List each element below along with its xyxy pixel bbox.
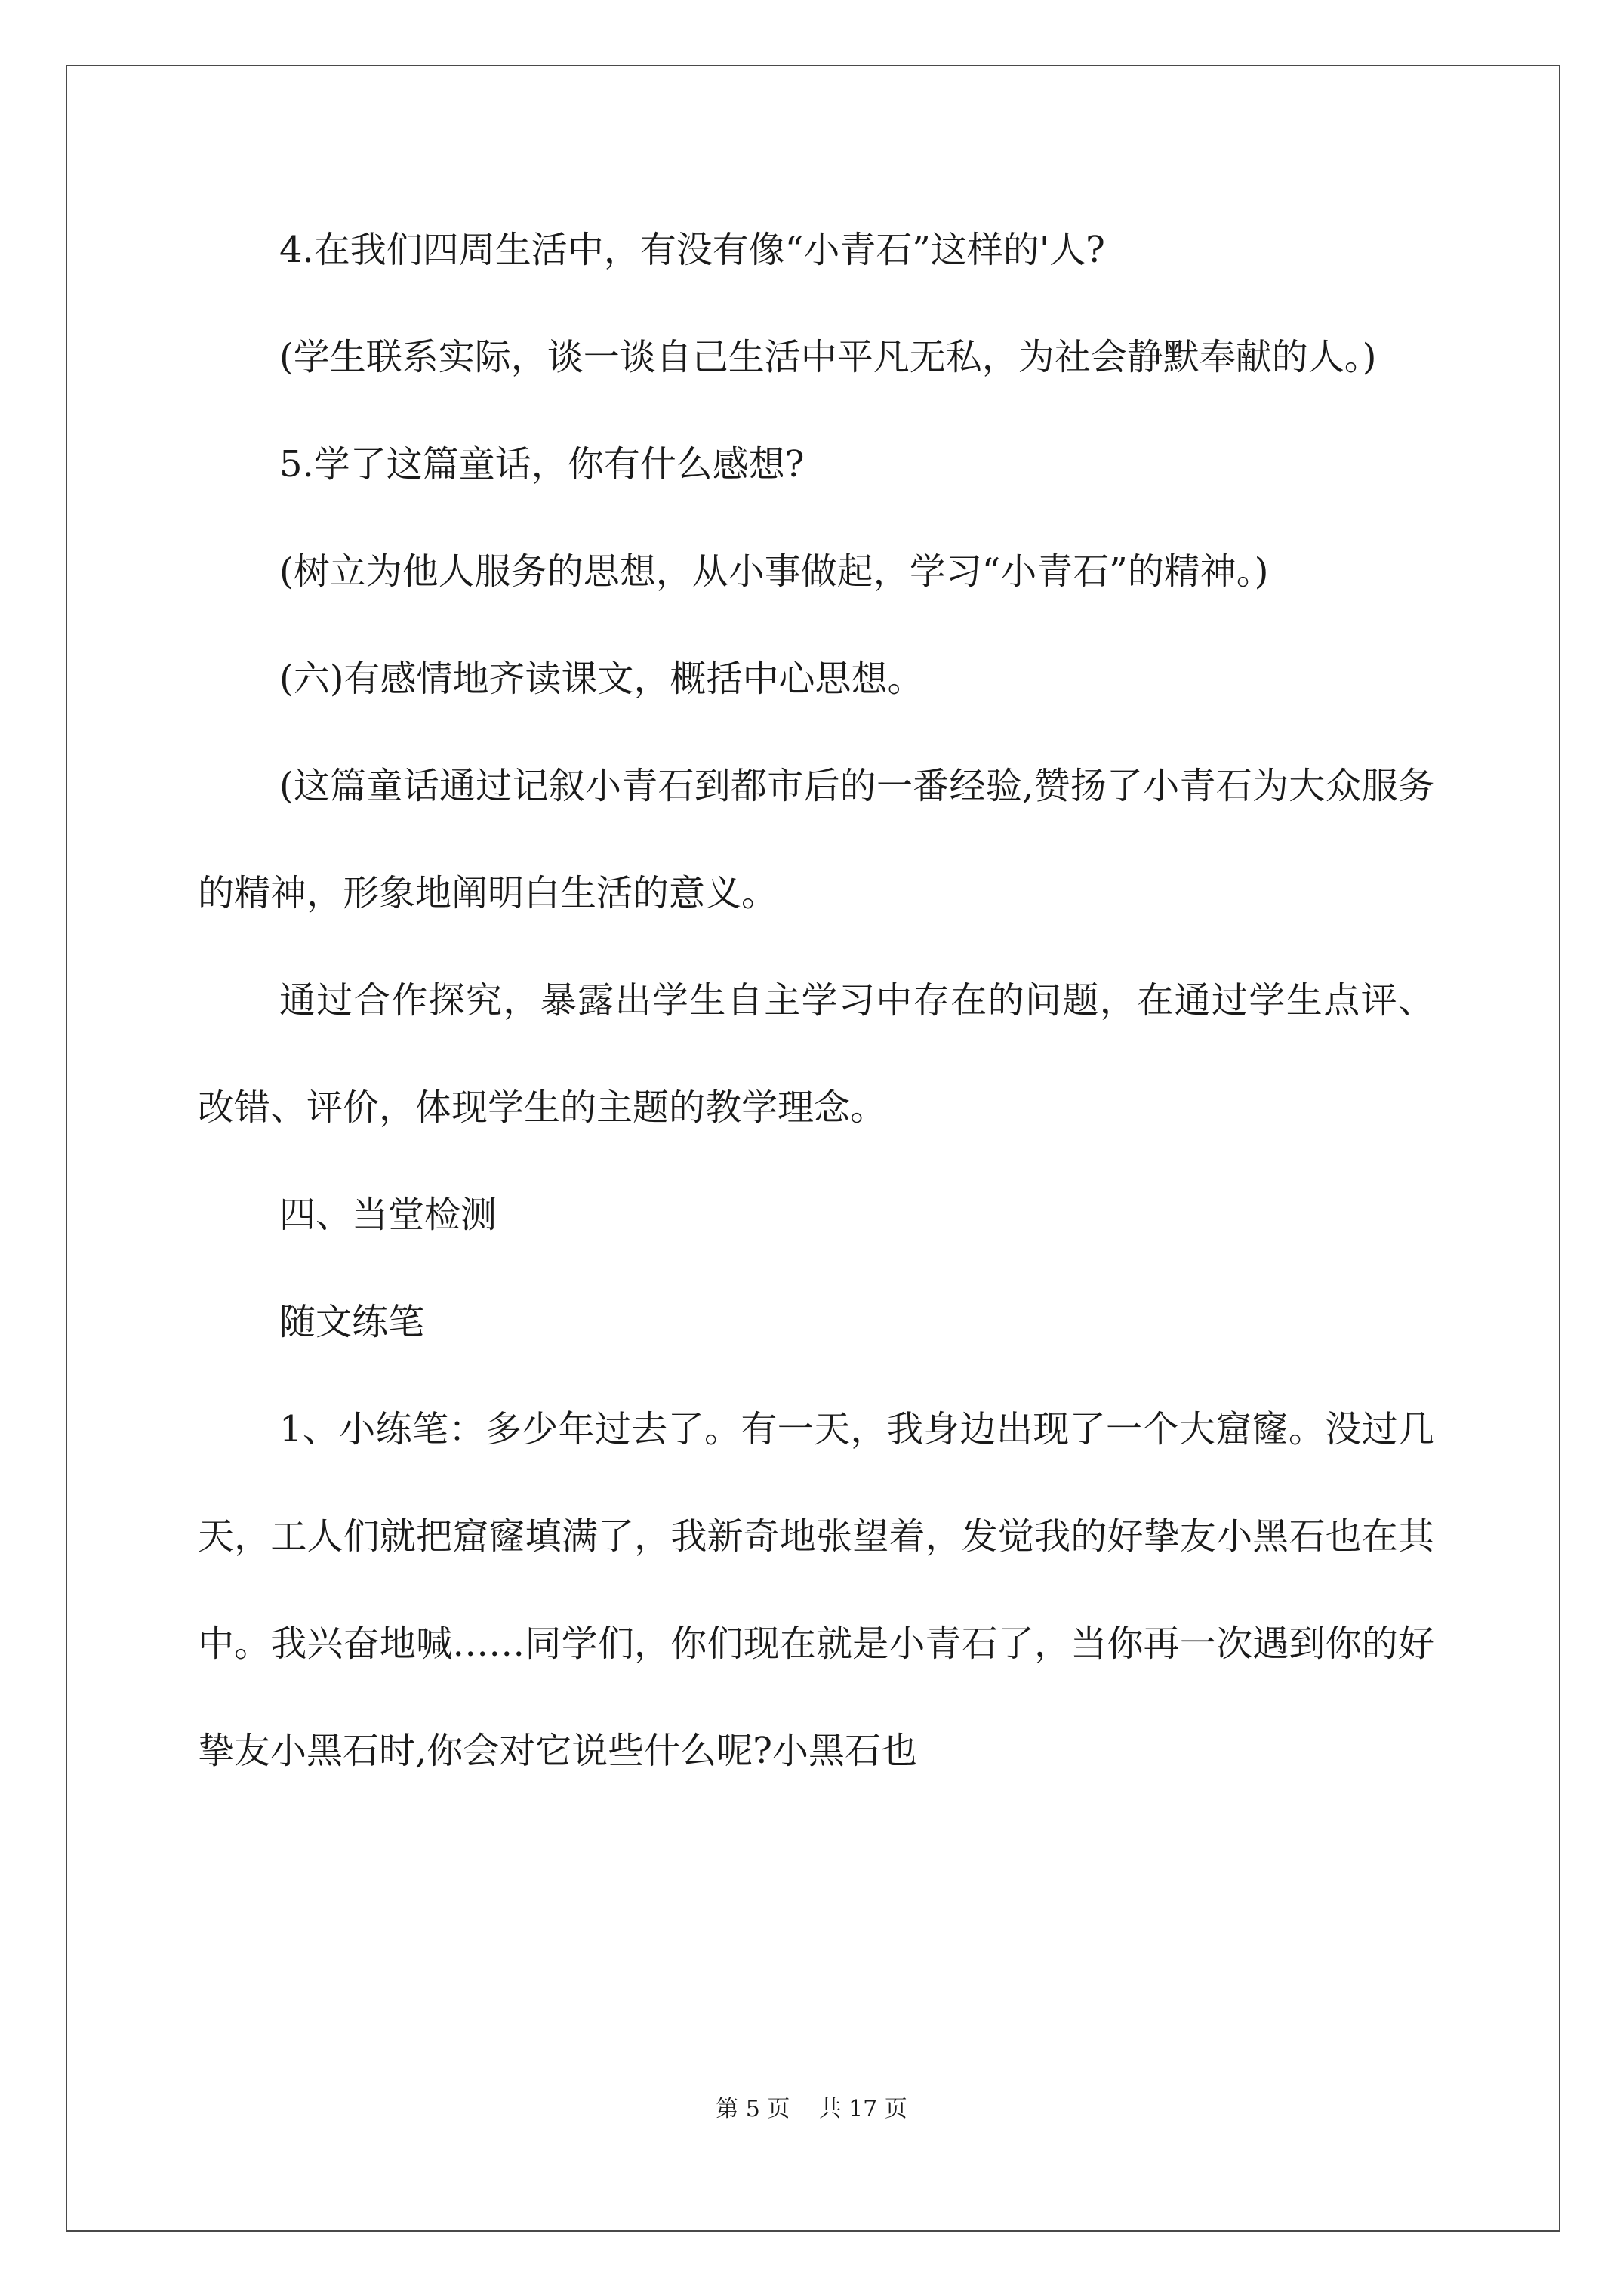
- paragraph: 5.学了这篇童话，你有什么感想?: [279, 443, 805, 485]
- paragraph: (六)有感情地齐读课文，概括中心思想。: [279, 658, 924, 700]
- document-body: [198, 196, 1434, 1804]
- paragraph: (这篇童话通过记叙小青石到都市后的一番经验,赞扬了小青石为大众服务的精神，形象地阐明白生活的意义。: [198, 765, 1434, 914]
- paragraph: 1、小练笔：多少年过去了。有一天，我身边出现了一个大窟窿。没过几天，工人们就把窟窿填满了，我新奇地张望着，发觉我的好挚友小黑石也在其中。我兴奋地喊……同学们，你们现在就是小青石了，当你再一次遇到你的好挚友小黑石时,你会对它说些什么呢?小黑石也: [198, 1408, 1434, 1772]
- paragraph: (树立为他人服务的思想，从小事做起，学习“小青石”的精神。): [279, 550, 1269, 593]
- paragraph: 4.在我们四周生活中，有没有像“小青石”这样的'人?: [279, 229, 1105, 271]
- subsection-heading: 随文练笔: [279, 1301, 425, 1343]
- page-number: 第 5 页 共 17 页: [716, 2096, 907, 2122]
- section-heading: 四、当堂检测: [279, 1194, 497, 1236]
- paragraph: (学生联系实际，谈一谈自己生活中平凡无私，为社会静默奉献的人。): [279, 336, 1377, 378]
- paragraph: 通过合作探究，暴露出学生自主学习中存在的问题，在通过学生点评、改错、评价，体现学生的主题的教学理念。: [198, 979, 1434, 1129]
